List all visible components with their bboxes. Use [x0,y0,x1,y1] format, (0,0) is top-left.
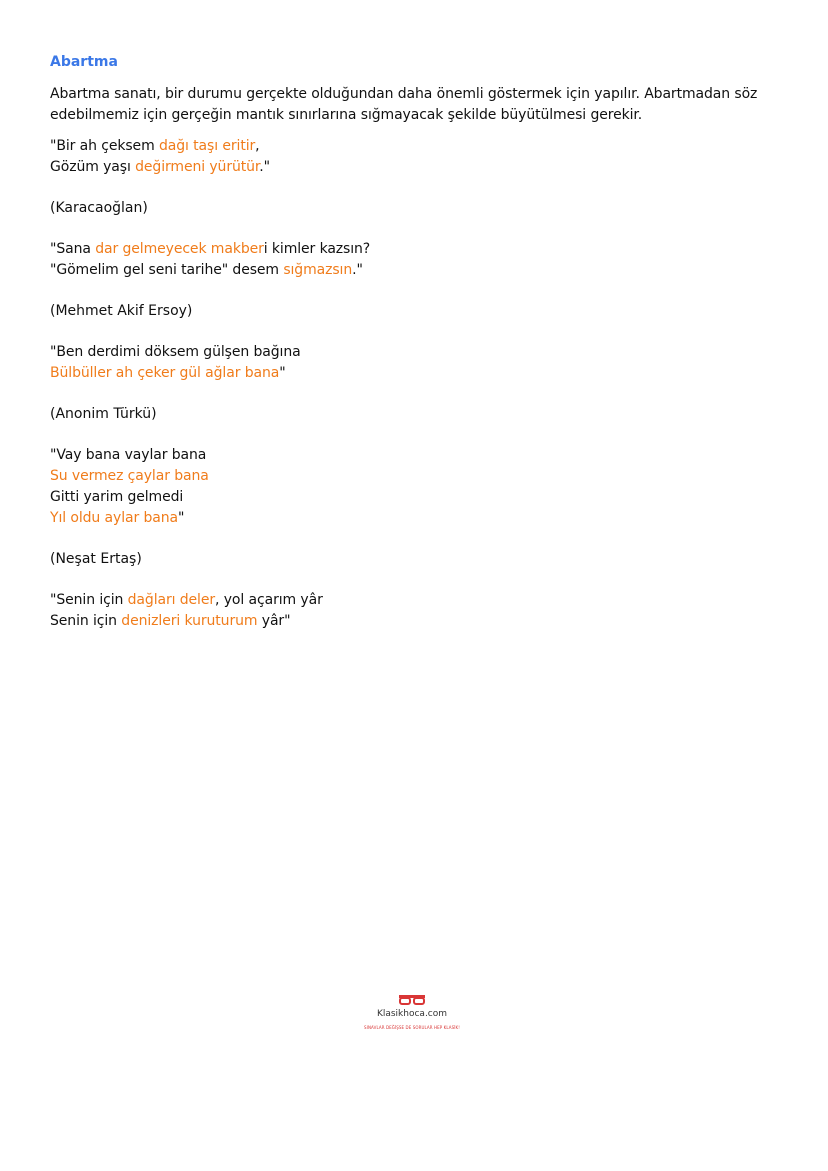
verse-text: yâr" [257,613,291,629]
page-title: Abartma [50,54,118,70]
verse-line [50,157,780,178]
verse-text: "Bir ah çeksem [50,138,159,154]
verse-text: i kimler kazsın? [263,241,371,257]
footer-logo [356,993,468,1031]
verse-text: " [279,365,286,381]
quote-author: (Mehmet Akif Ersoy) [50,303,193,319]
site-slogan: SINAVLAR DEĞİŞSE DE SORULAR HEP KLASİK! [364,1025,460,1030]
quote-block [50,342,780,384]
verse-line [50,445,780,466]
highlighted-phrase: dar gelmeyecek makber [95,241,264,257]
verse-text: Gözüm yaşı [50,159,136,175]
verse-text: , yol açarım yâr [215,592,323,608]
quote-block [50,136,780,178]
verse-text: "Gömelim gel seni tarihe" desem [50,262,284,278]
quote-block [50,590,780,632]
verse-text: "Ben derdimi döksem gülşen bağına [50,344,301,360]
site-name: Klasikhoca.com [376,1009,448,1019]
highlighted-phrase: Su vermez çaylar bana [50,468,209,484]
document-page [50,52,780,652]
verse-text: Gitti yarim gelmedi [50,489,184,505]
verse-text: "Senin için [50,592,128,608]
verse-line [50,342,780,363]
verse-text: ." [352,262,363,278]
verse-text: " [178,510,185,526]
verse-line [50,260,780,281]
intro-paragraph: Abartma sanatı, bir durumu gerçekte olduğundan daha önemli göstermek için yapılır. Abartmadan söz edebilmemiz için gerçeğin mantık sınırlarına sığmayacak şekilde büyütülmesi gerekir. [50,86,758,123]
highlighted-phrase: dağları deler [127,592,216,608]
verse-text: ." [259,159,270,175]
quote-author: (Karacaoğlan) [50,200,148,216]
highlighted-phrase: dağı taşı eritir [158,138,256,154]
verse-line [50,590,780,611]
quotes-section [50,136,780,632]
verse-line [50,508,780,529]
verse-line [50,466,780,487]
quote-author: (Anonim Türkü) [50,406,157,422]
verse-line [50,239,780,260]
verse-text: "Sana [50,241,96,257]
quote-block [50,445,780,529]
verse-line [50,363,780,384]
quote-block [50,239,780,281]
highlighted-phrase: sığmazsın [283,262,353,278]
verse-text: , [255,138,260,154]
highlighted-phrase: Bülbüller ah çeker gül ağlar bana [50,365,280,381]
verse-text: "Vay bana vaylar bana [50,447,207,463]
verse-line [50,487,780,508]
highlighted-phrase: denizleri kuruturum [121,613,258,629]
glasses-icon [398,993,426,1007]
quote-author: (Neşat Ertaş) [50,551,142,567]
highlighted-phrase: değirmeni yürütür [135,159,260,175]
verse-line [50,611,780,632]
highlighted-phrase: Yıl oldu aylar bana [50,510,179,526]
verse-line [50,136,780,157]
verse-text: Senin için [50,613,122,629]
